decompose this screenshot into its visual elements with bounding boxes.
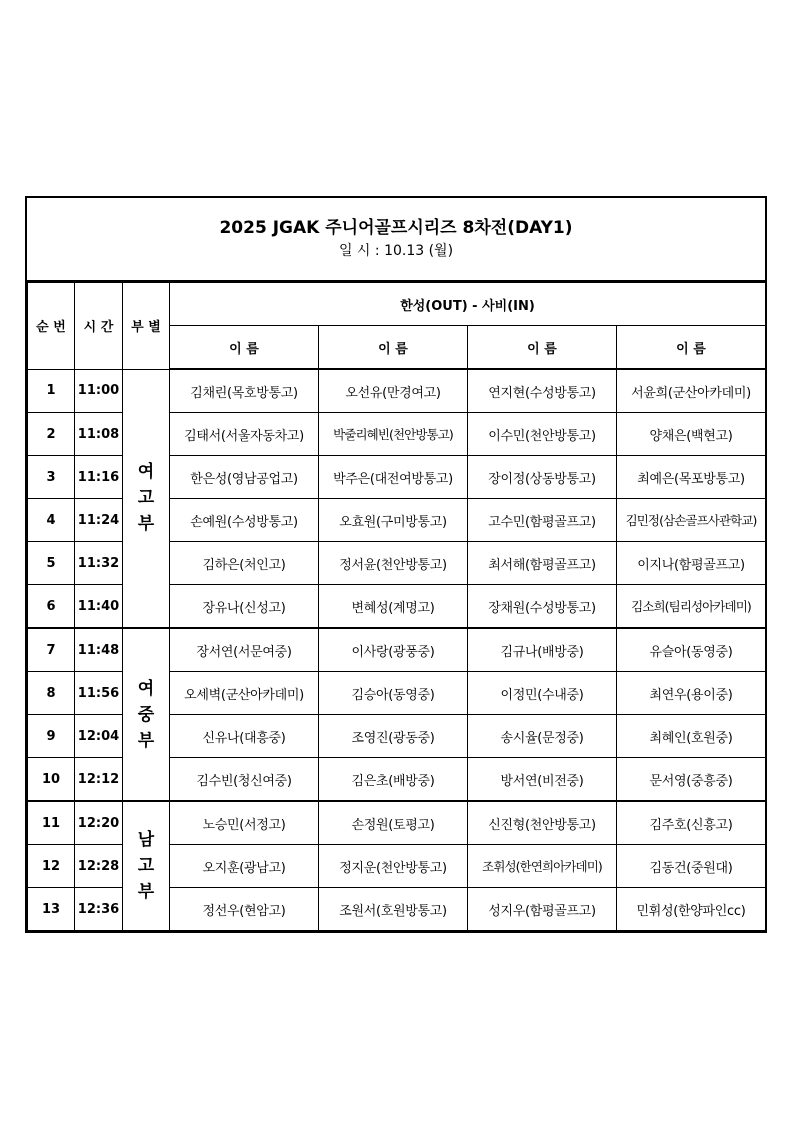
order-cell: 6 — [28, 585, 75, 629]
player-cell: 오세벽(군산아카데미) — [170, 672, 319, 715]
player-cell: 이정민(수내중) — [468, 672, 617, 715]
order-cell: 8 — [28, 672, 75, 715]
player-cell: 김하은(처인고) — [170, 542, 319, 585]
order-cell: 5 — [28, 542, 75, 585]
header-name-4: 이 름 — [617, 326, 766, 370]
table-row — [28, 369, 766, 413]
table-row — [28, 801, 766, 845]
order-cell: 9 — [28, 715, 75, 758]
order-cell: 2 — [28, 413, 75, 456]
player-cell: 김소희(팀리성아카데미) — [617, 585, 766, 629]
player-cell: 조영진(광동중) — [319, 715, 468, 758]
order-cell: 13 — [28, 888, 75, 931]
player-cell: 장이정(상동방통고) — [468, 456, 617, 499]
player-cell: 양채은(백현고) — [617, 413, 766, 456]
player-cell: 고수민(함평골프고) — [468, 499, 617, 542]
player-cell: 최예은(목포방통고) — [617, 456, 766, 499]
player-cell: 손정원(토평고) — [319, 801, 468, 845]
player-cell: 연지현(수성방통고) — [468, 369, 617, 413]
division-char: 부 — [137, 882, 155, 902]
order-cell: 1 — [28, 369, 75, 413]
division-char: 남 — [137, 830, 155, 850]
player-cell: 변혜성(계명고) — [319, 585, 468, 629]
player-cell: 이사랑(광풍중) — [319, 628, 468, 672]
player-cell: 김승아(동영중) — [319, 672, 468, 715]
title-box — [27, 198, 765, 282]
time-cell: 11:40 — [75, 585, 123, 629]
division-char: 여 — [137, 678, 155, 699]
tee-time-sheet — [25, 196, 767, 933]
table-row — [28, 628, 766, 672]
player-cell: 정서윤(천안방통고) — [319, 542, 468, 585]
player-cell: 정선우(현암고) — [170, 888, 319, 931]
player-cell: 손예원(수성방통고) — [170, 499, 319, 542]
player-cell: 성지우(함평골프고) — [468, 888, 617, 931]
time-cell: 12:20 — [75, 801, 123, 845]
player-cell: 이수민(천안방통고) — [468, 413, 617, 456]
player-cell: 장유나(신성고) — [170, 585, 319, 629]
order-cell: 10 — [28, 758, 75, 802]
player-cell: 김은초(배방중) — [319, 758, 468, 802]
table-body — [28, 369, 766, 931]
date-line: 일 시 : 10.13 (월) — [338, 243, 454, 259]
player-cell: 최혜인(호원중) — [617, 715, 766, 758]
player-cell: 김주호(신흥고) — [617, 801, 766, 845]
player-cell: 장채원(수성방통고) — [468, 585, 617, 629]
player-cell: 노승민(서정고) — [170, 801, 319, 845]
player-cell: 한은성(영남공업고) — [170, 456, 319, 499]
header-division: 부 별 — [123, 283, 170, 370]
order-cell: 3 — [28, 456, 75, 499]
time-cell: 12:36 — [75, 888, 123, 931]
division-char: 고 — [137, 856, 155, 876]
player-cell: 이지나(함평골프고) — [617, 542, 766, 585]
player-cell: 오지훈(광남고) — [170, 845, 319, 888]
player-cell: 최서해(함평골프고) — [468, 542, 617, 585]
player-cell: 김채린(목호방통고) — [170, 369, 319, 413]
time-cell: 11:56 — [75, 672, 123, 715]
division-char: 중 — [137, 704, 155, 725]
player-cell: 김태서(서울자동차고) — [170, 413, 319, 456]
order-cell: 12 — [28, 845, 75, 888]
header-name-3: 이 름 — [468, 326, 617, 370]
page-title: 2025 JGAK 주니어골프시리즈 8차전(DAY1) — [219, 218, 573, 238]
header-order: 순 번 — [28, 283, 75, 370]
player-cell: 김수빈(청신여중) — [170, 758, 319, 802]
division-cell-girls-high — [123, 369, 170, 628]
time-cell: 11:24 — [75, 499, 123, 542]
division-char: 부 — [137, 514, 155, 535]
header-time: 시 간 — [75, 283, 123, 370]
time-cell: 11:32 — [75, 542, 123, 585]
player-cell: 김동건(중원대) — [617, 845, 766, 888]
division-cell-girls-middle — [123, 628, 170, 801]
order-cell: 7 — [28, 628, 75, 672]
player-cell: 오선유(만경여고) — [319, 369, 468, 413]
time-cell: 11:08 — [75, 413, 123, 456]
header-name-1: 이 름 — [170, 326, 319, 370]
player-cell: 정지운(천안방통고) — [319, 845, 468, 888]
player-cell: 박줄리혜빈(천안방통고) — [319, 413, 468, 456]
time-cell: 12:04 — [75, 715, 123, 758]
division-cell-boys-high — [123, 801, 170, 931]
player-cell: 문서영(중흥중) — [617, 758, 766, 802]
order-cell: 11 — [28, 801, 75, 845]
time-cell: 11:16 — [75, 456, 123, 499]
division-char: 여 — [137, 462, 155, 483]
player-cell: 오효원(구미방통고) — [319, 499, 468, 542]
player-cell: 서윤희(군산아카데미) — [617, 369, 766, 413]
player-cell: 조휘성(한연희아카데미) — [468, 845, 617, 888]
player-cell: 박주은(대전여방통고) — [319, 456, 468, 499]
player-cell: 김민정(삼손골프사관학교) — [617, 499, 766, 542]
player-cell: 민휘성(한양파인cc) — [617, 888, 766, 931]
header-name-2: 이 름 — [319, 326, 468, 370]
player-cell: 김규나(배방중) — [468, 628, 617, 672]
player-cell: 방서연(비전중) — [468, 758, 617, 802]
player-cell: 장서연(서문여중) — [170, 628, 319, 672]
player-cell: 조원서(호원방통고) — [319, 888, 468, 931]
time-cell: 12:12 — [75, 758, 123, 802]
tee-time-table — [27, 282, 766, 931]
division-char: 부 — [137, 730, 155, 751]
player-cell: 유슬아(동영중) — [617, 628, 766, 672]
header-course: 한성(OUT) - 사비(IN) — [170, 283, 766, 326]
time-cell: 11:48 — [75, 628, 123, 672]
division-char: 고 — [137, 488, 155, 509]
player-cell: 신진형(천안방통고) — [468, 801, 617, 845]
time-cell: 12:28 — [75, 845, 123, 888]
player-cell: 최연우(용이중) — [617, 672, 766, 715]
time-cell: 11:00 — [75, 369, 123, 413]
player-cell: 신유나(대흥중) — [170, 715, 319, 758]
player-cell: 송시율(문정중) — [468, 715, 617, 758]
order-cell: 4 — [28, 499, 75, 542]
